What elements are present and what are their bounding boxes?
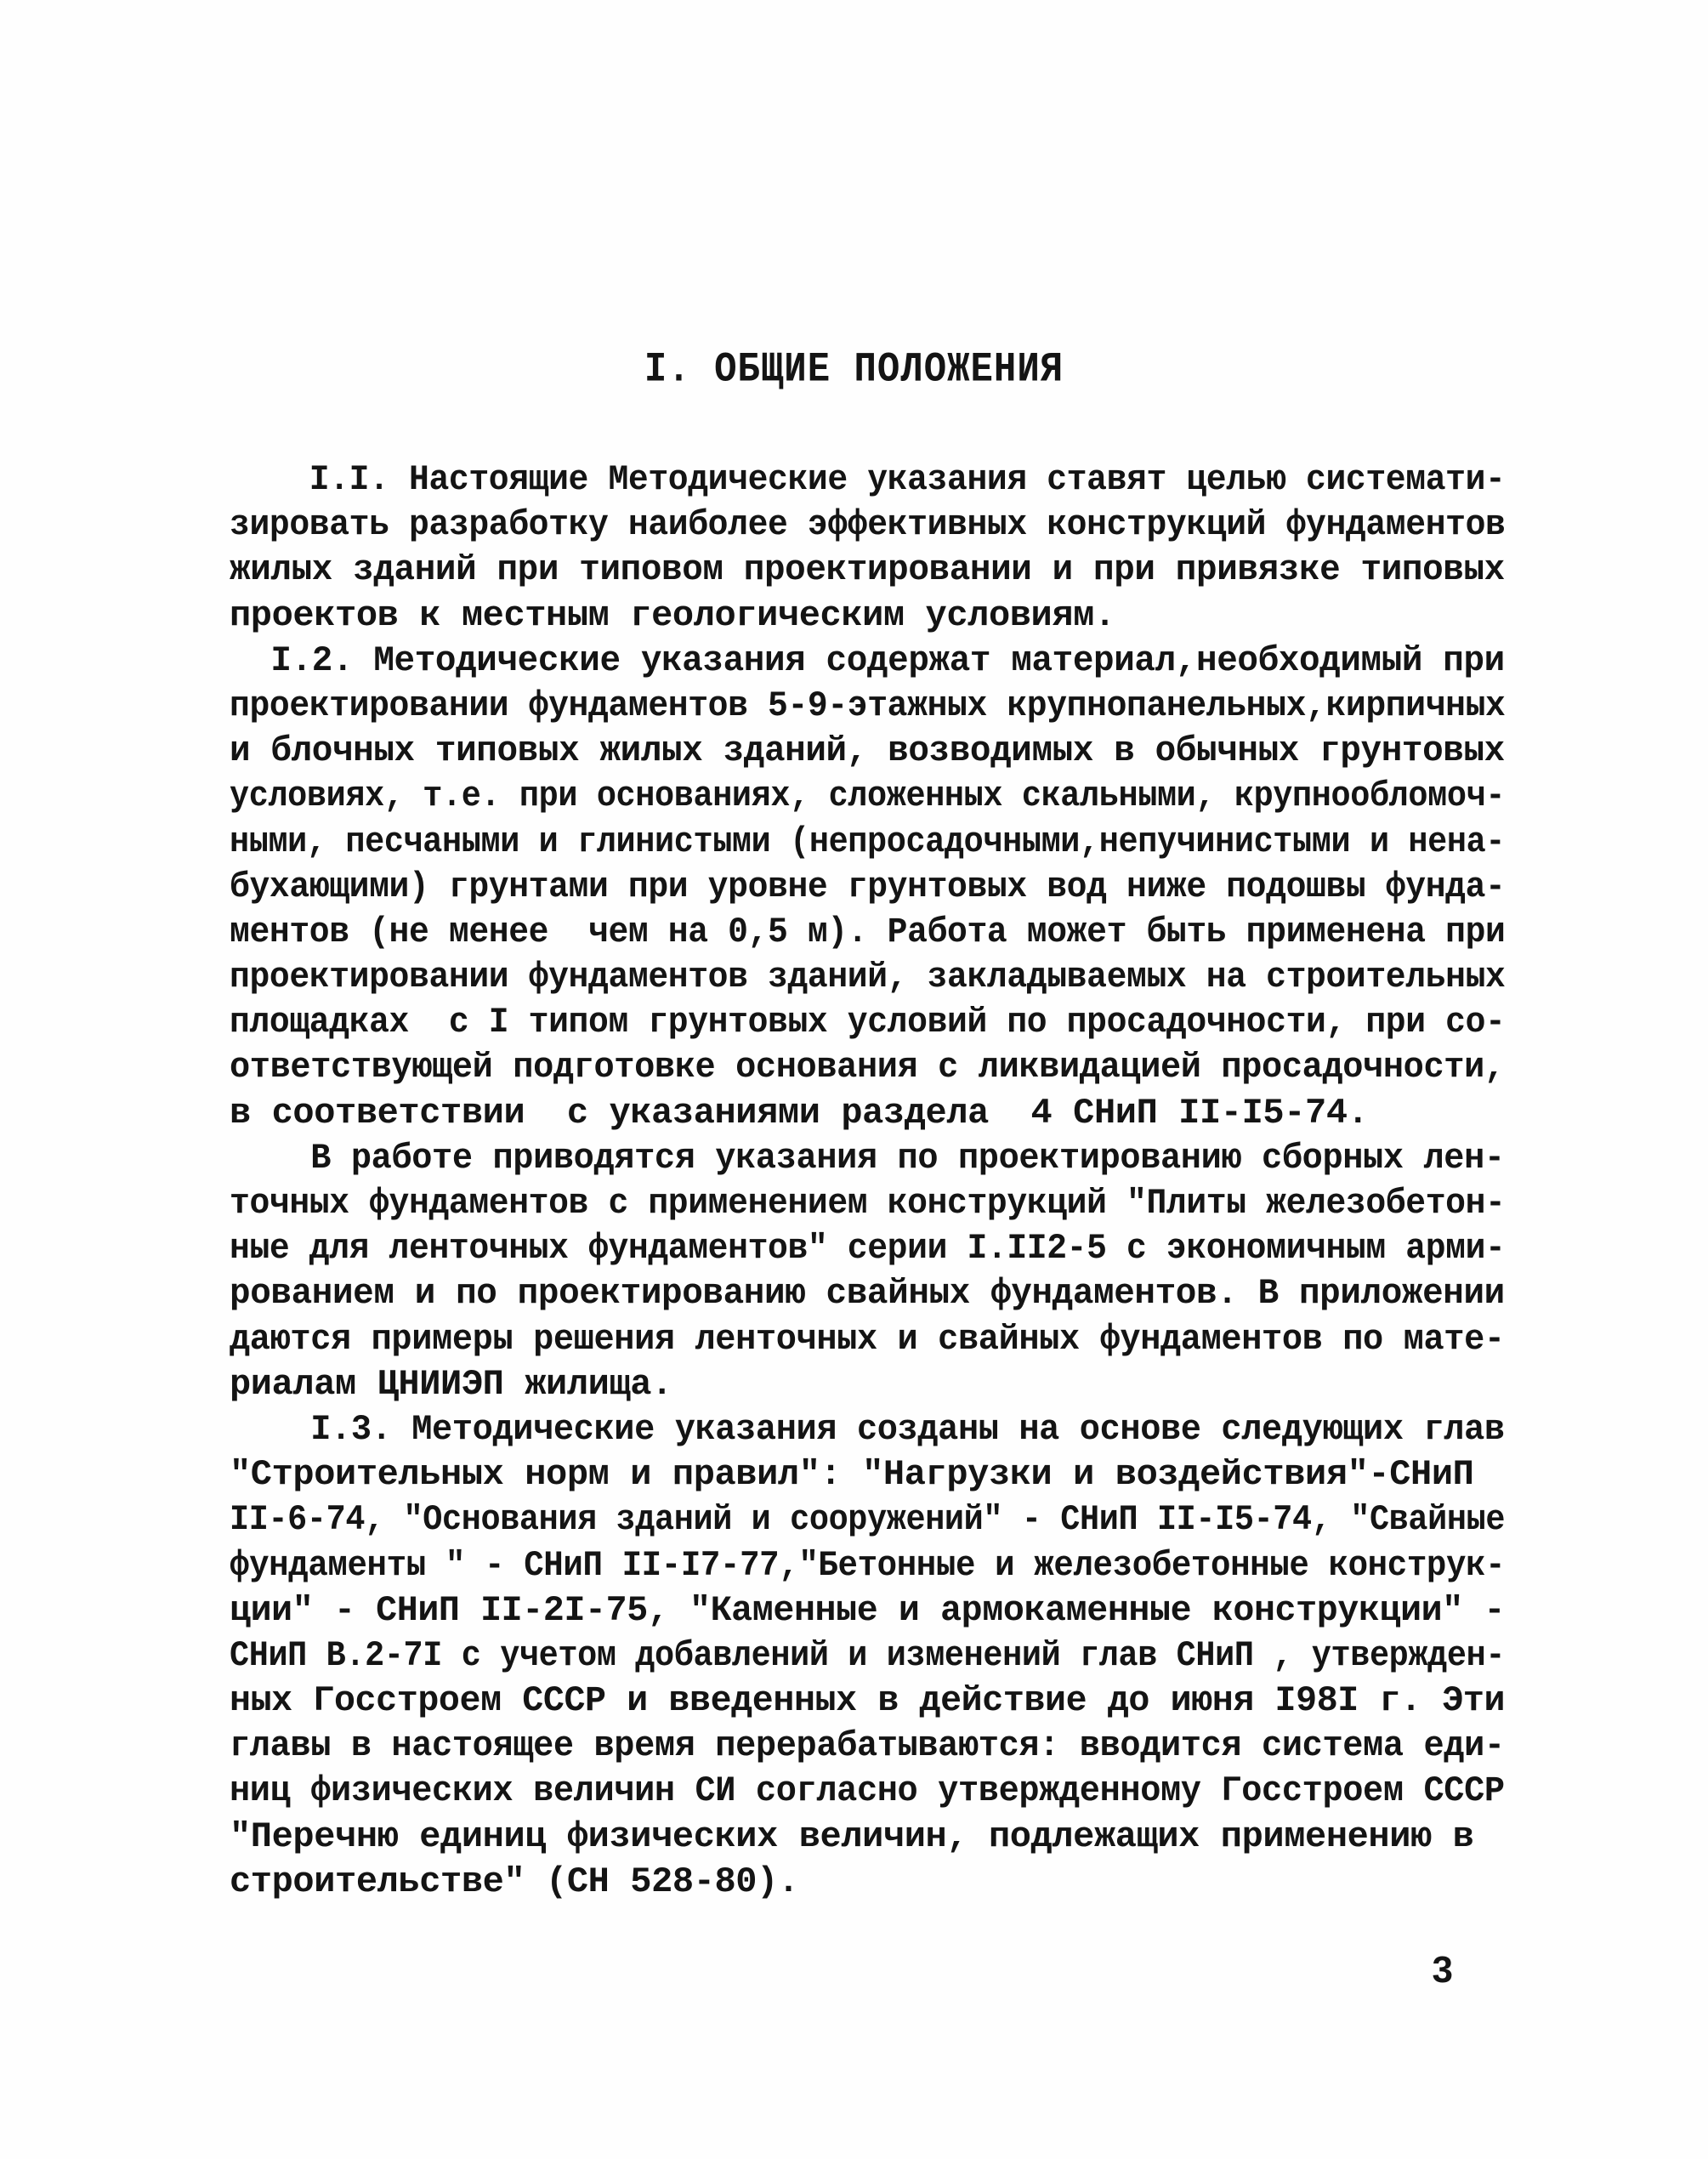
text-line: "Строительных норм и правил": "Нагрузки и воздействия"-СНиП [230,1454,1474,1496]
text-line: I.3. Методические указания созданы на основе следующих глав [230,1408,1505,1450]
text-line: зировать разработку наиболее эффективных конструкций фундаментов [230,504,1506,546]
page-number: 3 [1432,1949,1453,1991]
text-line: проектировании фундаментов 5-9-этажных крупнопанельных,кирпичных [230,685,1506,726]
text-line: жилых зданий при типовом проектировании и при привязке типовых [230,549,1505,591]
text-line: ными, песчаными и глинистыми (непросадочными,непучинистыми и нена- [230,821,1506,862]
text-line: в соответствии с указаниями раздела 4 СНиП II-I5-74. [230,1092,1369,1133]
text-line: даются примеры решения ленточных и свайных фундаментов по мате- [230,1318,1505,1360]
text-line: риалам ЦНИИЭП жилища. [230,1363,672,1405]
text-line: ные для ленточных фундаментов" серии I.II2-5 с экономичным арми- [230,1228,1506,1270]
text-line: бухающими) грунтами при уровне грунтовых вод ниже подошвы фунда- [230,866,1506,907]
text-line: условиях, т.е. при основаниях, сложенных скальными, крупнообломоч- [230,776,1506,817]
text-line: и блочных типовых жилых зданий, возводимых в обычных грунтовых [230,730,1505,772]
text-line: ции" - СНиП II-2I-75, "Каменные и армокаменные конструкции" - [230,1589,1506,1631]
text-line: фундаменты " - СНиП II-I7-77,"Бетонные и железобетонные конструк- [230,1544,1506,1586]
text-line: I.2. Методические указания содержат материал,необходимый при [230,639,1505,681]
text-line: I.I. Настоящие Методические указания ставят целью системати- [230,459,1506,500]
text-line: строительстве" (СН 528-80). [230,1861,799,1902]
text-line: рованием и по проектированию свайных фундаментов. В приложении [230,1273,1505,1315]
text-line: ответствующей подготовке основания с ликвидацией просадочности, [230,1047,1505,1088]
text-line: точных фундаментов с применением конструкций "Плиты железобетон- [230,1183,1506,1224]
text-line: II-6-74, "Основания зданий и сооружений" - СНиП II-I5-74, "Свайные [230,1499,1506,1541]
text-line: В работе приводятся указания по проектированию сборных лен- [230,1137,1505,1179]
text-line: ниц физических величин СИ согласно утвержденному Госстроем СССР [230,1770,1505,1812]
section-title: I. ОБЩИЕ ПОЛОЖЕНИЯ [644,346,1064,394]
body-text [230,457,1505,1905]
text-line: ных Госстроем СССР и введенных в действие до июня I98I г. Эти [230,1680,1506,1722]
text-line: главы в настоящее время перерабатываются: вводится система еди- [230,1725,1505,1767]
text-line: ментов (не менее чем на 0,5 м). Работа может быть применена при [230,911,1506,952]
text-line: проектировании фундаментов зданий, закладываемых на строительных [230,957,1506,998]
text-line: площадках с I типом грунтовых условий по просадочности, при со- [230,1002,1506,1043]
text-line: "Перечню единиц физических величин, подлежащих применению в [230,1815,1474,1857]
text-line: СНиП В.2-7I с учетом добавлений и изменений глав СНиП , утвержден- [230,1634,1506,1676]
text-line: проектов к местным геологическим условиям. [230,594,1115,636]
